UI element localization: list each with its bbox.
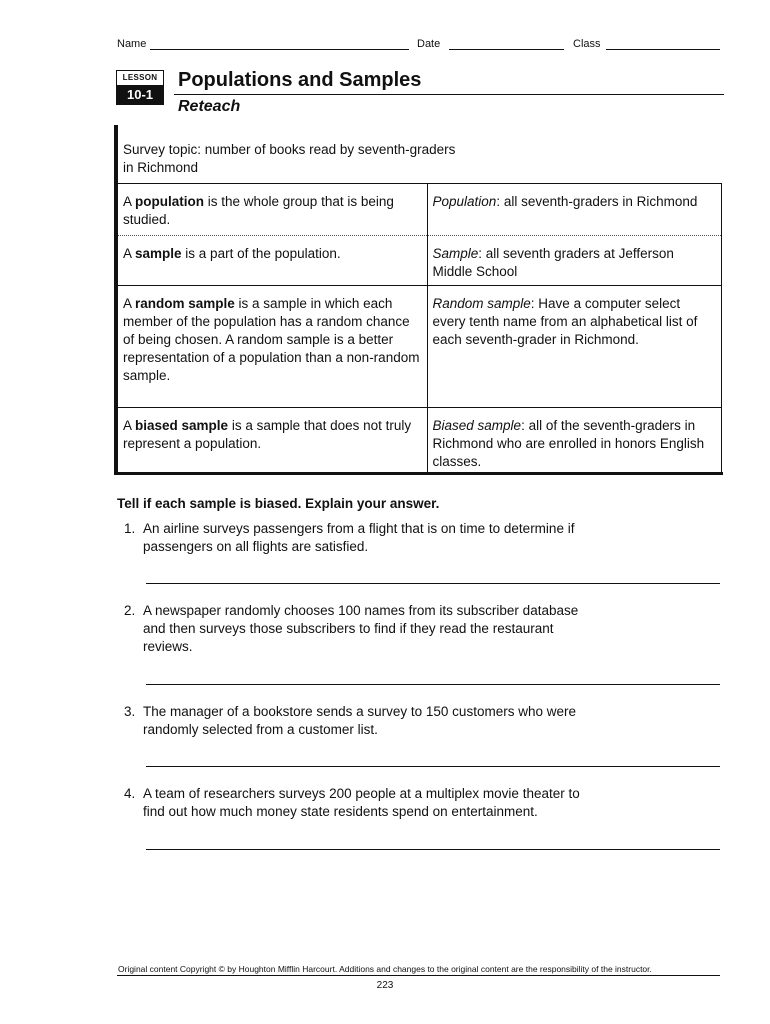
page-title: Populations and Samples	[178, 69, 422, 91]
answer-line-1[interactable]	[146, 583, 720, 584]
definition-cell: A biased sample is a sample that does not truly represent a population.	[118, 408, 427, 476]
lesson-badge-label: LESSON	[117, 71, 163, 85]
question-text: The manager of a bookstore sends a survey to 150 customers who were randomly selected from a customer list.	[143, 704, 576, 737]
survey-topic-line: Survey topic: number of books read by seventh-graders	[123, 142, 456, 157]
lesson-badge	[116, 70, 164, 105]
title-divider	[174, 94, 724, 95]
table-row	[118, 184, 722, 236]
answer-line-2[interactable]	[146, 684, 720, 685]
example-term: Population	[432, 194, 497, 209]
definition-cell: A sample is a part of the population.	[118, 236, 427, 286]
question-1	[124, 520, 604, 556]
definitions-table	[118, 183, 722, 475]
footer-divider	[117, 975, 720, 976]
example-term: Sample	[432, 246, 479, 261]
term: random sample	[135, 296, 235, 311]
question-number: 4.	[124, 786, 136, 801]
student-info-header	[117, 38, 720, 54]
survey-topic	[123, 141, 523, 177]
question-3	[124, 703, 604, 739]
table-row	[118, 236, 722, 286]
term: sample	[135, 246, 182, 261]
question-text: A newspaper randomly chooses 100 names from its subscriber database and then surveys those subscribers to find if they read the restaurant reviews.	[143, 603, 579, 654]
example-cell: Biased sample: all of the seventh-graders in Richmond who are enrolled in honors English classes.	[427, 408, 722, 476]
definition-cell: A random sample is a sample in which each member of the population has a random chance of being chosen. A random sample is a better representation of a population than a non-random sample.	[118, 286, 427, 408]
copyright-notice: Original content Copyright © by Houghton Mifflin Harcourt. Additions and changes to the original content are the responsibility of the instructor.	[118, 964, 652, 974]
class-field[interactable]	[606, 49, 720, 50]
class-label: Class	[573, 38, 601, 50]
page-number: 223	[376, 980, 394, 991]
term: biased sample	[135, 418, 229, 433]
term: population	[135, 194, 204, 209]
name-label: Name	[117, 38, 147, 50]
table-row	[118, 286, 722, 408]
survey-topic-line: in Richmond	[123, 160, 199, 175]
example-cell: Population: all seventh-graders in Richmond	[427, 184, 722, 236]
page-subtitle: Reteach	[178, 98, 241, 115]
name-field[interactable]	[150, 49, 409, 50]
question-4	[124, 785, 604, 821]
question-text: An airline surveys passengers from a flight that is on time to determine if passengers on all flights are satisfied.	[143, 521, 575, 554]
lesson-badge-number: 10-1	[117, 85, 163, 105]
question-number: 2.	[124, 603, 136, 618]
answer-line-4[interactable]	[146, 849, 720, 850]
exercise-instructions: Tell if each sample is biased. Explain your answer.	[117, 496, 440, 511]
example-cell: Sample: all seventh graders at Jefferson Middle School	[427, 236, 722, 286]
date-label: Date	[417, 38, 441, 50]
question-text: A team of researchers surveys 200 people at a multiplex movie theater to find out how much money state residents spend on entertainment.	[143, 786, 580, 819]
date-field[interactable]	[449, 49, 564, 50]
table-row	[118, 408, 722, 476]
example-cell: Random sample: Have a computer select every tenth name from an alphabetical list of each seventh-grader in Richmond.	[427, 286, 722, 408]
question-2	[124, 602, 604, 656]
definition-cell: A population is the whole group that is being studied.	[118, 184, 427, 236]
example-term: Biased sample	[432, 418, 522, 433]
question-number: 3.	[124, 704, 136, 719]
answer-line-3[interactable]	[146, 766, 720, 767]
question-number: 1.	[124, 521, 136, 536]
example-term: Random sample	[432, 296, 531, 311]
